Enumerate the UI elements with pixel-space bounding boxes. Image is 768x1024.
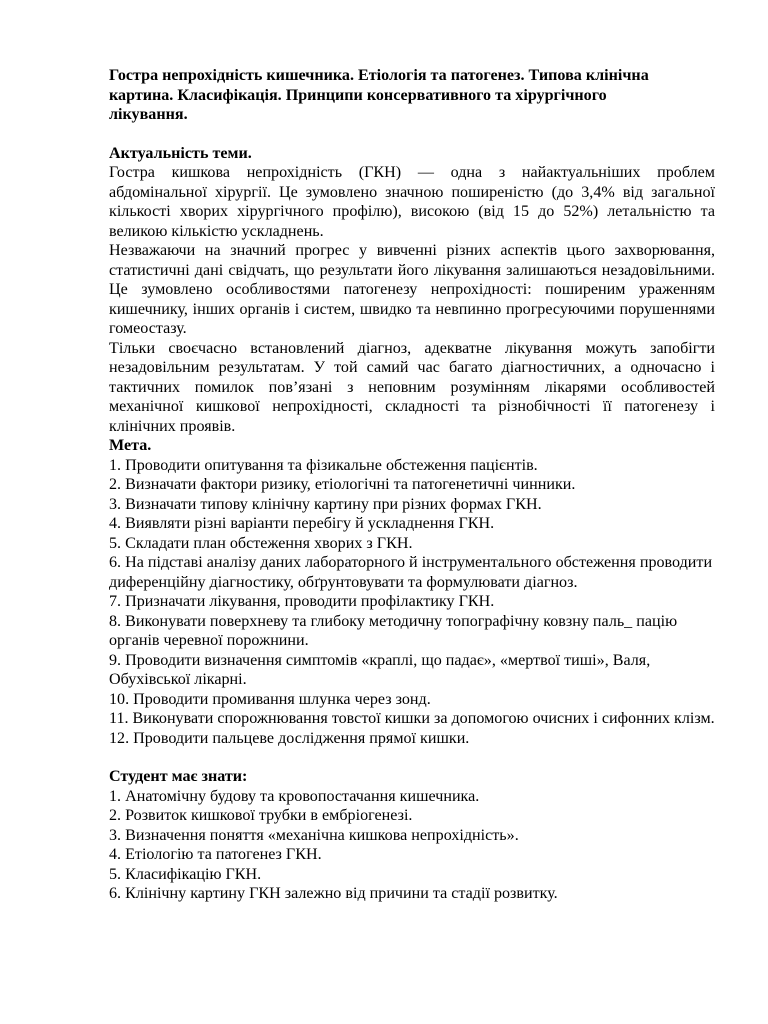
goal-item: 12. Проводити пальцеве дослідження прямої кишки. xyxy=(109,729,470,747)
section-spacer xyxy=(109,748,715,767)
goal-item: 4. Виявляти різні варіанти перебігу й ускладнення ГКН. xyxy=(109,515,495,532)
relevance-paragraph: Тільки своєчасно встановлений діагноз, адекватне лікування можуть запобігти незадовільним результатам. У той самий час багато діагностичних, а одночасно і тактичних помилок пов’язані з неповним розумінням лікарями особливостей механічної кишкової непрохідності, складності та різнобічності її патогенезу і клінічних проявів. xyxy=(109,339,715,435)
knowledge-item: 5. Класифікацію ГКН. xyxy=(109,865,262,883)
knowledge-heading: Студент має знати: xyxy=(109,768,248,785)
goal-item: 6. На підставі аналізу даних лабораторного й інструментального обстеження проводити диференційну діагностику, обґрунтовувати та формулювати діагноз. xyxy=(109,554,713,591)
relevance-paragraph: Гостра кишкова непрохідність (ГКН) — одна з найактуальніших проблем абдомінальної хірургії. Це зумовлено значною поширеністю (до 3,4% від загальної кількості хворих хірургічного профілю), високою (від 15 до 52%) летальністю та великою кількістю ускладнень. xyxy=(109,164,715,240)
relevance-heading: Актуальність теми. xyxy=(109,144,252,162)
knowledge-list xyxy=(109,787,715,904)
goal-item: 5. Складати план обстеження хворих з ГКН. xyxy=(109,534,413,552)
goal-item: 2. Визначати фактори ризику, етіологічні та патогенетичні чинники. xyxy=(109,476,576,493)
relevance-paragraph: Незважаючи на значний прогрес у вивченні різних аспектів цього захворювання, статистичні дані свідчать, що результати його лікування залишаються незадовільними. Це зумовлено особливостями патогенезу непрохідності: поширеним ураженням кишечнику, інших органів і систем, швидко та невпинно прогресуючими порушеннями гомеостазу. xyxy=(109,242,715,337)
goal-list xyxy=(109,456,715,749)
goal-item: 1. Проводити опитування та фізикальне обстеження пацієнтів. xyxy=(109,456,538,474)
goal-item: 8. Виконувати поверхневу та глибоку методичну топографічну ковзну паль_ пацію органів черевної порожнини. xyxy=(109,612,678,649)
goal-item: 11. Виконувати спорожнювання товстої кишки за допомогою очисних і сифонних клізм. xyxy=(109,710,715,727)
document-page xyxy=(109,66,715,904)
goal-item: 10. Проводити промивання шлунка через зонд. xyxy=(109,690,431,708)
knowledge-item: 4. Етіологію та патогенез ГКН. xyxy=(109,846,322,863)
goal-item: 7. Призначати лікування, проводити профілактику ГКН. xyxy=(109,593,495,610)
knowledge-item: 2. Розвиток кишкової трубки в ембріогенезі. xyxy=(109,807,413,824)
goal-heading: Мета. xyxy=(109,437,152,454)
knowledge-item: 3. Визначення поняття «механічна кишкова непрохідність». xyxy=(109,826,519,844)
goal-item: 3. Визначати типову клінічну картину при різних формах ГКН. xyxy=(109,495,542,513)
knowledge-item: 1. Анатомічну будову та кровопостачання кишечника. xyxy=(109,787,480,805)
goal-item: 9. Проводити визначення симптомів «краплі, що падає», «мертвої тиші», Валя, Обухівської лікарні. xyxy=(109,651,651,688)
document-title: Гостра непрохідність кишечника. Етіологія та патогенез. Типова клінічна картина. Класифікація. Принципи консервативного та хірургічного лікування. xyxy=(109,67,649,123)
knowledge-item: 6. Клінічну картину ГКН залежно від причини та стадії розвитку. xyxy=(109,885,558,902)
